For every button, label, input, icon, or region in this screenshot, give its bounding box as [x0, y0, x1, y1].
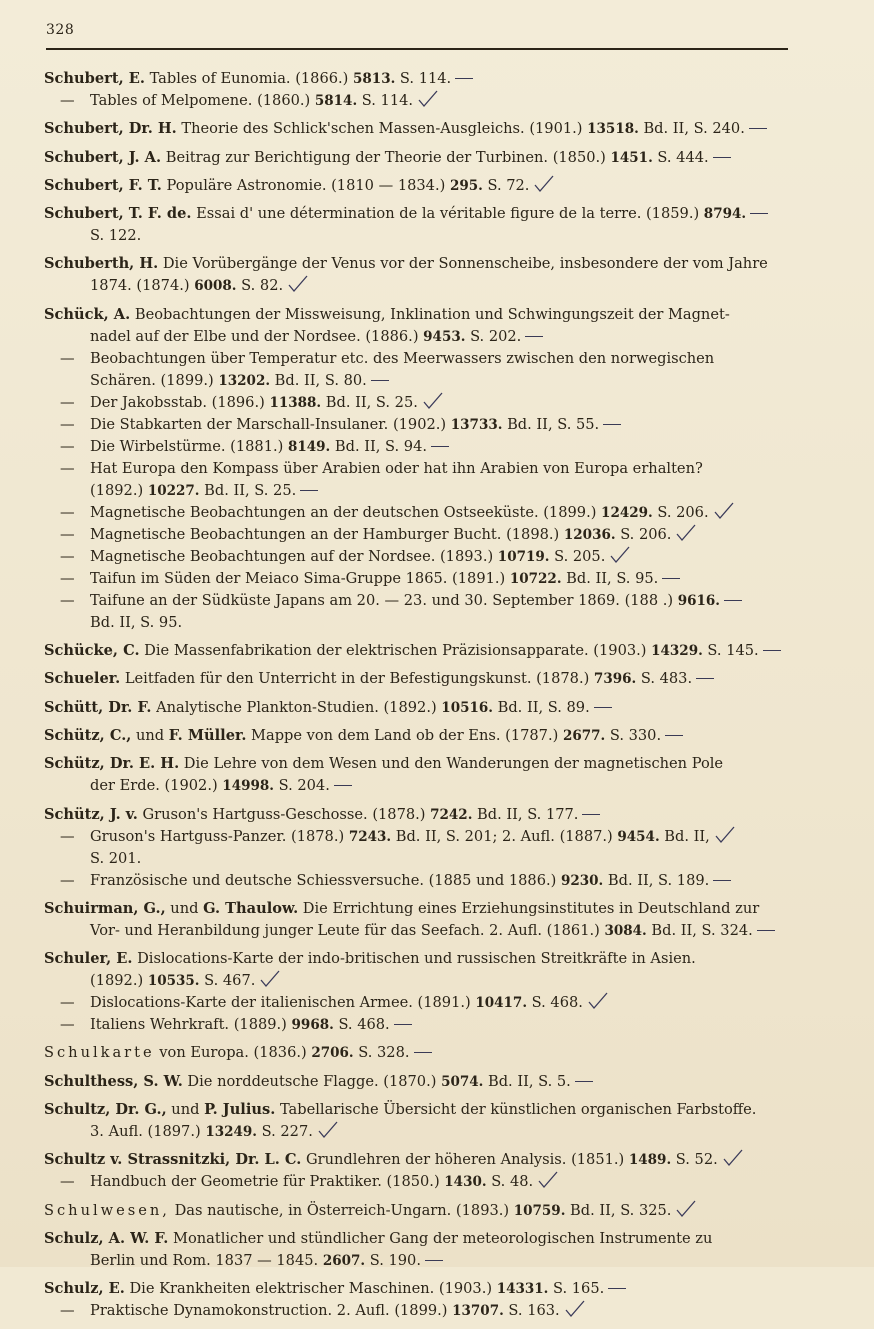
entry-reference: S. 328.: [353, 1044, 410, 1062]
tick-dash-icon: [749, 128, 767, 130]
catalog-number: 10759.: [513, 1202, 566, 1219]
entry-list: [44, 68, 794, 1329]
check-mark-icon: [587, 991, 609, 1011]
entry-reference: Bd. II, S. 95.: [561, 569, 659, 587]
entry-line: [44, 326, 794, 348]
entry-text: Dislocations-Karte der indo-britischen und russischen Streitkräfte in Asien.: [132, 950, 696, 968]
tick-dash-icon: [300, 490, 318, 492]
catalog-number: 1430.: [444, 1174, 487, 1191]
entry-line: [44, 1278, 794, 1300]
author-name: Schuberth, H.: [44, 255, 159, 273]
ditto-dash: —: [60, 349, 75, 367]
author-name: P. Julius.: [204, 1101, 276, 1119]
entry-text: Die Wirbelstürme. (1881.): [90, 437, 288, 455]
tick-dash-icon: [455, 78, 473, 80]
catalog-number: 7242.: [430, 806, 473, 823]
ditto-dash: —: [60, 871, 75, 889]
catalog-entry: [44, 753, 794, 797]
catalog-number: 2706.: [311, 1045, 354, 1062]
check-mark-icon: [609, 545, 631, 565]
catalog-entry: [44, 804, 794, 892]
entry-text: Beitrag zur Berichtigung der Theorie der Turbinen. (1850.): [161, 148, 611, 166]
entry-text: Schären. (1899.): [90, 371, 219, 389]
author-name: Schuirman, G.,: [44, 899, 166, 917]
check-mark-icon: [722, 1148, 744, 1168]
entry-reference: S. 227.: [257, 1123, 313, 1141]
tick-dash-icon: [713, 157, 731, 159]
catalog-number: 13733.: [450, 416, 503, 433]
ditto-dash: —: [60, 591, 75, 609]
catalog-entry: [44, 203, 794, 247]
entry-line: [44, 436, 794, 458]
author-name: Schulz, A. W. F.: [44, 1229, 169, 1247]
entry-reference: S. 330.: [605, 726, 662, 744]
ditto-dash: —: [60, 92, 75, 109]
entry-text: S. 122.: [90, 227, 142, 245]
author-name: Schück, A.: [44, 305, 131, 323]
entry-text: Magnetische Beobachtungen an der Hamburger Bucht. (1898.): [90, 525, 564, 543]
entry-text: Praktische Dynamokonstruction. 2. Aufl. (1899.): [90, 1302, 453, 1320]
page-number: 328: [46, 22, 75, 38]
author-name: Schütz, C.,: [44, 726, 132, 744]
tick-dash-icon: [371, 380, 389, 382]
tick-dash-icon: [665, 735, 683, 737]
entry-text: Die Lehre von dem Wesen und den Wanderungen der magnetischen Pole: [179, 755, 724, 773]
entry-reference: S. 205.: [549, 547, 606, 565]
ditto-dash: —: [60, 547, 75, 565]
ditto-dash: —: [60, 437, 75, 455]
entry-reference: S. 467.: [199, 972, 256, 990]
entry-text: Grundlehren der höheren Analysis. (1851.): [301, 1151, 629, 1169]
entry-text: 1874. (1874.): [90, 277, 195, 295]
entry-text: und: [131, 726, 169, 744]
entry-reference: S. 483.: [636, 670, 693, 688]
catalog-number: 10516.: [441, 699, 493, 716]
catalog-number: 13518.: [587, 121, 639, 138]
entry-text: und: [166, 1101, 205, 1119]
catalog-number: 1489.: [628, 1152, 672, 1169]
catalog-number: 9230.: [560, 872, 604, 889]
catalog-entry: [44, 640, 794, 662]
entry-text: 3. Aufl. (1897.): [90, 1123, 206, 1141]
catalog-number: 13707.: [452, 1303, 504, 1320]
tick-dash-icon: [696, 678, 714, 680]
ditto-dash: —: [60, 1016, 75, 1034]
entry-line: [44, 725, 794, 747]
catalog-number: 5074.: [441, 1073, 484, 1090]
entry-text: von Europa. (1836.): [154, 1044, 312, 1062]
check-mark-icon: [533, 174, 555, 194]
catalog-entry: [44, 697, 794, 719]
entry-line: [44, 147, 794, 169]
entry-text: Leitfaden für den Unterricht in der Befestigungskunst. (1878.): [120, 670, 594, 688]
entry-line: [44, 1071, 794, 1093]
ditto-dash: —: [60, 393, 75, 411]
catalog-number: 14329.: [651, 643, 703, 660]
catalog-entry: [44, 948, 794, 1036]
entry-line: [44, 568, 794, 590]
catalog-number: 9454.: [617, 828, 660, 845]
entry-line: [44, 370, 794, 392]
catalog-number: 12429.: [601, 504, 653, 521]
catalog-number: 12036.: [563, 526, 616, 543]
entry-line: [44, 1300, 794, 1322]
tick-dash-icon: [425, 1260, 443, 1262]
ditto-dash: —: [60, 569, 75, 587]
tick-dash-icon: [575, 1081, 593, 1083]
entry-line: [44, 590, 794, 612]
catalog-number: 11388.: [269, 394, 322, 411]
author-name: F. Müller.: [168, 726, 247, 744]
entry-line: [44, 253, 794, 275]
entry-text: Tables of Melpomene. (1860.): [90, 92, 315, 109]
entry-reference: Bd. II, S. 5.: [483, 1072, 571, 1090]
ditto-dash: —: [60, 1173, 75, 1191]
catalog-number: 13249.: [205, 1124, 257, 1141]
catalog-entry: [44, 1099, 794, 1143]
entry-line: [44, 1149, 794, 1171]
catalog-number: 6008.: [194, 278, 237, 295]
entry-text: S. 201.: [90, 849, 142, 867]
entry-text: Italiens Wehrkraft. (1889.): [90, 1016, 292, 1034]
entry-text: (1892.): [90, 481, 148, 499]
spaced-heading: Schulwesen,: [44, 1201, 170, 1219]
catalog-number: 295.: [449, 177, 483, 194]
entry-line: [44, 948, 794, 970]
entry-reference: Bd. II, S. 324.: [646, 921, 753, 939]
entry-line: [44, 225, 794, 247]
tick-dash-icon: [603, 424, 621, 426]
entry-line: [44, 1250, 794, 1272]
entry-reference: S. 72.: [482, 176, 530, 194]
entry-text: Die Vorübergänge der Venus vor der Sonnenscheibe, insbesondere der vom Jahre: [158, 255, 768, 273]
entry-text: Die Errichtung eines Erziehungsinstitutes in Deutschland zur: [298, 899, 760, 917]
author-name: Schütz, J. v.: [44, 805, 138, 823]
tick-dash-icon: [334, 785, 352, 787]
entry-reference: Bd. II, S. 325.: [565, 1201, 672, 1219]
tick-dash-icon: [414, 1052, 432, 1054]
catalog-number: 10719.: [497, 548, 550, 565]
catalog-number: 5814.: [314, 93, 358, 109]
catalog-number: 8794.: [703, 206, 747, 223]
entry-line: [44, 775, 794, 797]
entry-text: Analytische Plankton-Studien. (1892.): [151, 698, 442, 716]
entry-reference: S. 114.: [357, 92, 414, 109]
ditto-dash: —: [60, 1302, 75, 1320]
tick-dash-icon: [750, 213, 768, 215]
check-mark-icon: [422, 391, 444, 411]
catalog-number: 9453.: [423, 328, 466, 345]
ditto-dash: —: [60, 503, 75, 521]
check-mark-icon: [537, 1170, 559, 1190]
entry-line: [44, 480, 794, 502]
entry-line: [44, 970, 794, 992]
catalog-entry: [44, 1042, 794, 1064]
author-name: G. Thaulow.: [203, 899, 299, 917]
entry-reference: S. 114.: [395, 70, 452, 87]
entry-reference: S. 468.: [527, 994, 583, 1012]
catalog-number: 14331.: [496, 1281, 549, 1298]
entry-line: [44, 992, 794, 1014]
entry-text: Berlin und Rom. 1837 — 1845.: [90, 1251, 323, 1269]
entry-reference: Bd. II, S. 189.: [603, 871, 710, 889]
entry-text: Der Jakobsstab. (1896.): [90, 393, 270, 411]
author-name: Schulthess, S. W.: [44, 1072, 183, 1090]
entry-line: [44, 1099, 794, 1121]
tick-dash-icon: [394, 1024, 412, 1026]
entry-line: [44, 1014, 794, 1036]
entry-line: [44, 275, 794, 297]
catalog-entry: [44, 898, 794, 942]
catalog-entry: [44, 175, 794, 197]
ditto-dash: —: [60, 994, 75, 1012]
entry-line: [44, 392, 794, 414]
entry-text: der Erde. (1902.): [90, 777, 223, 795]
catalog-number: 10722.: [509, 570, 562, 587]
entry-line: [44, 920, 794, 942]
catalog-entry: [44, 668, 794, 690]
ditto-dash: —: [60, 415, 75, 433]
entry-line: [44, 640, 794, 662]
tick-dash-icon: [582, 814, 600, 816]
entry-reference: Bd. II, S. 25.: [321, 393, 418, 411]
check-mark-icon: [675, 523, 697, 543]
entry-line: [44, 612, 794, 634]
entry-line: [44, 870, 794, 892]
author-name: Schubert, J. A.: [44, 148, 162, 166]
tick-dash-icon: [763, 650, 781, 652]
author-name: Schubert, Dr. H.: [44, 120, 177, 138]
entry-text: (1892.): [90, 972, 148, 990]
catalog-number: 3084.: [604, 922, 647, 939]
entry-reference: S. 145.: [702, 642, 759, 660]
entry-reference: Bd. II, S. 25.: [199, 481, 297, 499]
entry-text: und: [165, 899, 204, 917]
ditto-dash: —: [60, 827, 75, 845]
entry-text: Dislocations-Karte der italienischen Armee. (1891.): [90, 994, 476, 1012]
author-name: Schubert, F. T.: [44, 176, 162, 194]
entry-text: Bd. II, S. 95.: [90, 613, 183, 631]
author-name: Schuler, E.: [44, 950, 133, 968]
entry-reference: Bd. II,: [659, 827, 710, 845]
entry-reference: S. 206.: [615, 525, 672, 543]
entry-line: [44, 546, 794, 568]
entry-reference: S. 204.: [273, 777, 330, 795]
catalog-number: 10227.: [147, 482, 200, 499]
ditto-dash: —: [60, 459, 75, 477]
check-mark-icon: [564, 1299, 586, 1319]
catalog-number: 9968.: [291, 1017, 334, 1034]
tick-dash-icon: [594, 707, 612, 709]
catalog-number: 13202.: [218, 372, 271, 389]
entry-line: [44, 1228, 794, 1250]
entry-line: [44, 804, 794, 826]
entry-text: Vor- und Heranbildung junger Leute für das Seefach. 2. Aufl. (1861.): [90, 921, 605, 939]
author-name: Schultz v. Strassnitzki, Dr. L. C.: [44, 1151, 302, 1169]
entry-text: Beobachtungen der Missweisung, Inklination und Schwingungszeit der Magnet-: [130, 305, 730, 323]
entry-text: Die norddeutsche Flagge. (1870.): [182, 1072, 442, 1090]
entry-reference: S. 444.: [652, 148, 709, 166]
entry-text: Magnetische Beobachtungen auf der Nordsee. (1893.): [90, 547, 498, 565]
entry-line: [44, 1121, 794, 1143]
entry-text: Hat Europa den Kompass über Arabien oder hat ihn Arabien von Europa erhalten?: [90, 459, 703, 477]
header-rule: [46, 48, 788, 50]
entry-text: Französische und deutsche Schiessversuche. (1885 und 1886.): [90, 871, 561, 889]
entry-line: [44, 348, 794, 370]
entry-reference: Bd. II, S. 55.: [502, 415, 600, 433]
entry-reference: S. 165.: [548, 1280, 605, 1298]
catalog-number: 9616.: [677, 592, 721, 609]
author-name: Schultz, Dr. G.,: [44, 1101, 167, 1119]
entry-reference: Bd. II, S. 94.: [330, 437, 428, 455]
entry-reference: S. 202.: [465, 327, 522, 345]
entry-line: [44, 175, 794, 197]
entry-line: [44, 502, 794, 524]
entry-line: [44, 1042, 794, 1064]
entry-text: Tables of Eunomia. (1866.): [144, 70, 354, 87]
entry-text: Die Massenfabrikation der elektrischen Präzisionsapparate. (1903.): [139, 642, 652, 660]
entry-line: [44, 668, 794, 690]
entry-reference: Bd. II, S. 80.: [270, 371, 367, 389]
tick-dash-icon: [608, 1288, 626, 1290]
entry-line: [44, 68, 794, 90]
catalog-number: 2607.: [322, 1252, 366, 1269]
entry-text: Das nautische, in Österreich-Ungarn. (1893.): [169, 1201, 514, 1219]
catalog-number: 2677.: [562, 727, 606, 744]
entry-line: [44, 826, 794, 848]
catalog-number: 14998.: [222, 778, 274, 795]
entry-reference: S. 190.: [365, 1251, 421, 1269]
entry-text: Die Krankheiten elektrischer Maschinen. (1903.): [124, 1280, 497, 1298]
entry-text: Taifune an der Südküste Japans am 20. — 23. und 30. September 1869. (188 .): [90, 591, 678, 609]
author-name: Schücke, C.: [44, 642, 140, 660]
entry-reference: Bd. II, S. 201; 2. Aufl. (1887.): [391, 827, 618, 845]
entry-reference: Bd. II, S. 240.: [638, 120, 745, 138]
entry-line: [44, 118, 794, 140]
author-name: Schütt, Dr. F.: [44, 698, 152, 716]
entry-line: [44, 524, 794, 546]
author-name: Schubert, T. F. de.: [44, 205, 192, 223]
entry-text: Beobachtungen über Temperatur etc. des Meerwassers zwischen den norwegischen: [90, 349, 715, 367]
catalog-entry: [44, 1071, 794, 1093]
tick-dash-icon: [431, 446, 449, 448]
entry-text: Essai d' une détermination de la véritable figure de la terre. (1859.): [191, 205, 704, 223]
entry-text: Mappe von dem Land ob der Ens. (1787.): [246, 726, 563, 744]
catalog-number: 10535.: [147, 973, 200, 990]
entry-reference: Bd. II, S. 177.: [472, 805, 579, 823]
entry-text: Gruson's Hartguss-Panzer. (1878.): [90, 827, 349, 845]
check-mark-icon: [713, 501, 735, 521]
tick-dash-icon: [662, 578, 680, 580]
entry-text: Taifun im Süden der Meiaco Sima-Gruppe 1865. (1891.): [90, 569, 510, 587]
catalog-entry: [44, 118, 794, 140]
author-name: Schulz, E.: [44, 1280, 125, 1298]
entry-text: Die Stabkarten der Marschall-Insulaner. (1902.): [90, 415, 451, 433]
entry-line: [44, 203, 794, 225]
check-mark-icon: [675, 1199, 697, 1219]
catalog-number: 5813.: [353, 71, 396, 87]
tick-dash-icon: [713, 880, 731, 882]
entry-text: Magnetische Beobachtungen an der deutschen Ostseeküste. (1899.): [90, 503, 602, 521]
entry-text: Handbuch der Geometrie für Praktiker. (1850.): [90, 1173, 445, 1191]
entry-reference: Bd. II, S. 89.: [492, 698, 590, 716]
entry-line: [44, 458, 794, 480]
entry-line: [44, 848, 794, 870]
entry-reference: S. 206.: [652, 503, 709, 521]
entry-line: [44, 753, 794, 775]
tick-dash-icon: [724, 600, 742, 602]
author-name: Schubert, E.: [44, 70, 145, 87]
entry-line: [44, 1171, 794, 1193]
entry-line: [44, 1200, 794, 1222]
catalog-entry: [44, 1149, 794, 1193]
tick-dash-icon: [525, 336, 543, 338]
catalog-entry: [44, 147, 794, 169]
catalog-entry: [44, 1278, 794, 1322]
entry-line: [44, 304, 794, 326]
entry-text: nadel auf der Elbe und der Nordsee. (1886.): [90, 327, 424, 345]
author-name: Schütz, Dr. E. H.: [44, 755, 180, 773]
catalog-number: 8149.: [287, 438, 331, 455]
check-mark-icon: [287, 274, 309, 294]
entry-text: Monatlicher und stündlicher Gang der meteorologischen Instrumente zu: [168, 1229, 713, 1247]
entry-text: Theorie des Schlick'schen Massen-Ausgleichs. (1901.): [176, 120, 588, 138]
tick-dash-icon: [757, 930, 775, 932]
entry-reference: S. 163.: [503, 1302, 560, 1320]
check-mark-icon: [714, 825, 736, 845]
catalog-entry: [44, 253, 794, 297]
catalog-entry: [44, 1228, 794, 1272]
check-mark-icon: [259, 969, 281, 989]
catalog-entry: [44, 68, 794, 112]
entry-reference: S. 82.: [236, 277, 284, 295]
spaced-heading: Schulkarte: [44, 1044, 155, 1062]
catalog-entry: [44, 1200, 794, 1222]
check-mark-icon: [317, 1120, 339, 1140]
catalog-number: 10417.: [475, 995, 528, 1012]
entry-reference: S. 48.: [486, 1173, 534, 1191]
catalog-number: 7396.: [593, 671, 637, 688]
check-mark-icon: [417, 89, 439, 109]
ditto-dash: —: [60, 525, 75, 543]
entry-text: Gruson's Hartguss-Geschosse. (1878.): [137, 805, 431, 823]
entry-line: [44, 414, 794, 436]
entry-text: Populäre Astronomie. (1810 — 1834.): [161, 176, 450, 194]
catalog-number: 1451.: [610, 149, 653, 166]
entry-line: [44, 90, 794, 112]
author-name: Schueler.: [44, 670, 121, 688]
entry-text: Tabellarische Übersicht der künstlichen organischen Farbstoffe.: [275, 1101, 757, 1119]
entry-reference: S. 468.: [333, 1016, 390, 1034]
catalog-entry: [44, 304, 794, 634]
catalog-entry: [44, 725, 794, 747]
catalog-number: 7243.: [348, 828, 392, 845]
entry-line: [44, 697, 794, 719]
entry-reference: S. 52.: [671, 1151, 718, 1169]
entry-line: [44, 898, 794, 920]
